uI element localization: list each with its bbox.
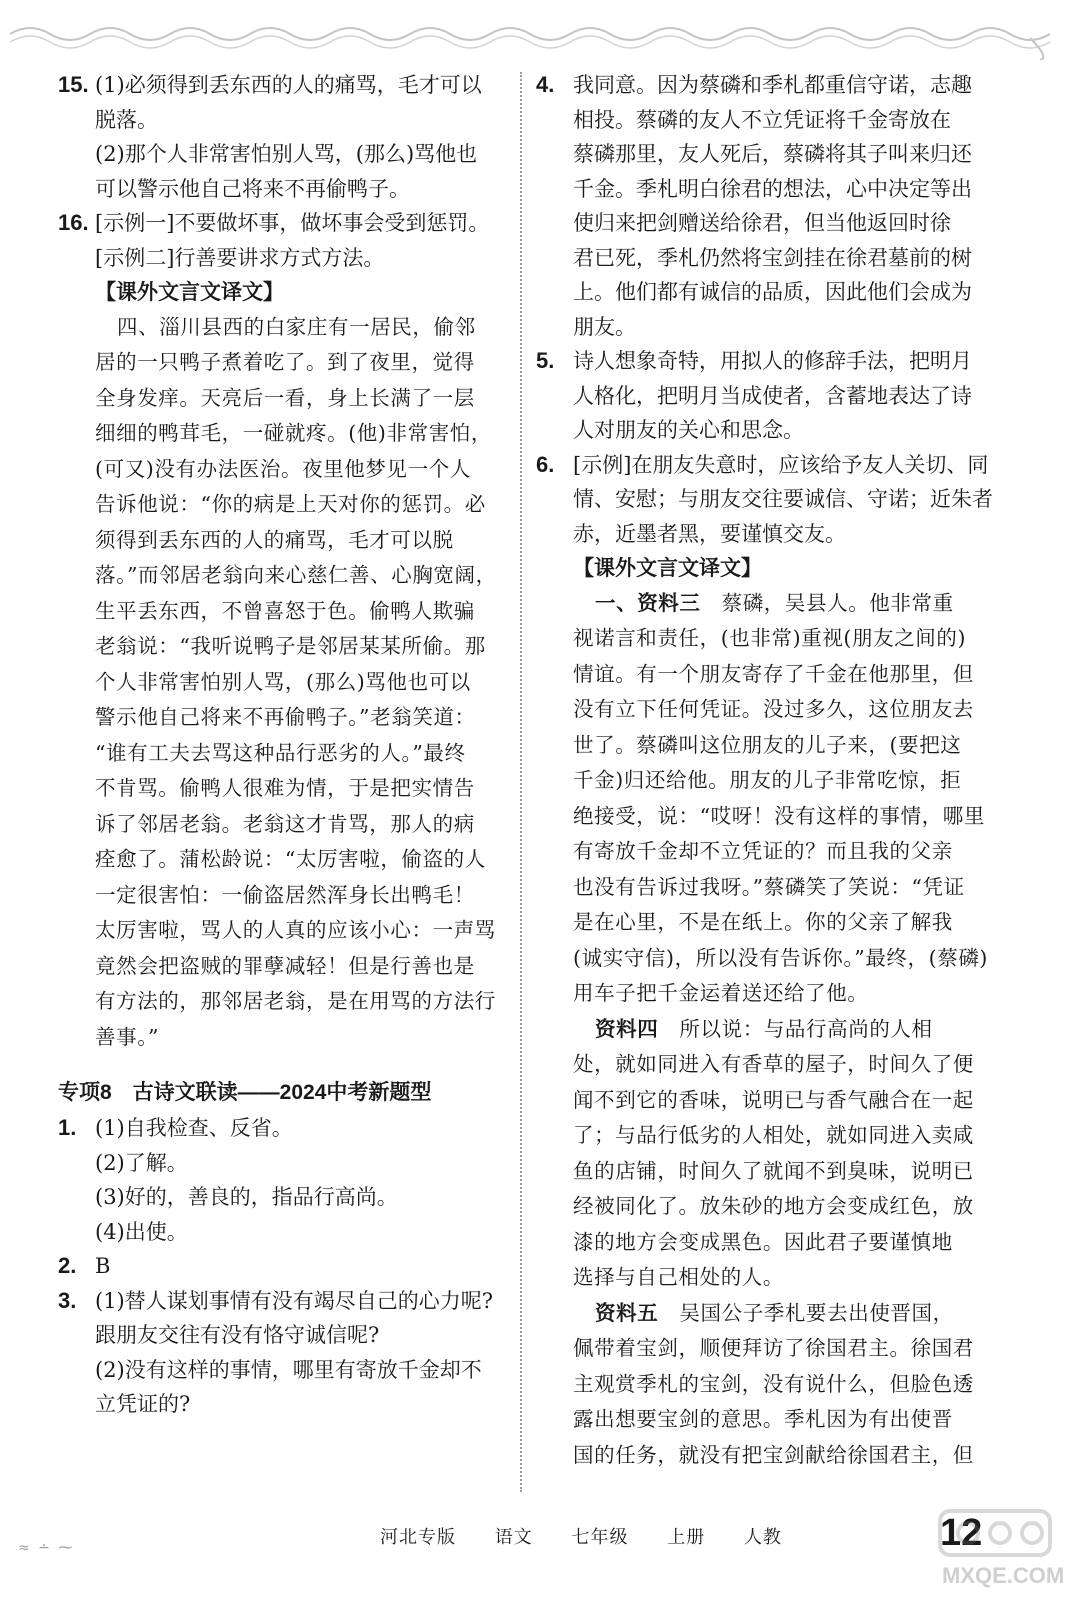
text-line: 也没有告诉过我呀。”蔡磷笑了笑说：“凭证 — [573, 874, 965, 899]
footer-publisher: 人教 — [743, 1527, 782, 1548]
answer-line: 立凭证的? — [95, 1392, 191, 1416]
answer-line: 人格化，把明月当成使者，含蓄地表达了诗 — [573, 383, 972, 408]
text-line: 生平丢东西，不曾喜怒于色。偷鸭人欺骗 — [95, 598, 475, 623]
answer-4 — [536, 68, 992, 344]
answer-number: 4. — [536, 72, 555, 97]
text-line: 是在心里，不是在纸上。你的父亲了解我 — [573, 910, 953, 934]
text-line: 选择与自己相处的人。 — [573, 1265, 784, 1289]
text-line: 告诉他说：“你的病是上天对你的惩罚。必 — [95, 492, 486, 516]
answer-line: [示例二]行善要讲求方式方法。 — [95, 245, 385, 270]
text-line: 诉了邻居老翁。老翁这才肯骂，那人的病 — [95, 811, 475, 836]
text-line: 不肯骂。偷鸭人很难为情，于是把实情告 — [95, 776, 475, 800]
answer-line: 君已死，季札仍然将宝剑挂在徐君墓前的树 — [573, 245, 972, 270]
answer-line: 使归来把剑赠送给徐君，但当他返回时徐 — [573, 211, 951, 235]
answer-line: 可以警示他自己将来不再偷鸭子。 — [95, 176, 410, 201]
answer-line: 上。他们都有诚信的品质，因此他们会成为 — [573, 280, 972, 304]
text-line: 处，就如同进入有香草的屋子，时间久了便 — [573, 1052, 974, 1076]
text-line: 须得到丢东西的人的痛骂，毛才可以脱 — [95, 527, 454, 552]
material-label: 资料四 — [595, 1016, 659, 1041]
footer-edition: 河北专版 — [380, 1527, 456, 1548]
text-line: 绝接受，说：“哎呀！没有这样的事情，哪里 — [573, 803, 985, 828]
answer-1 — [58, 1111, 510, 1249]
corner-decoration: ≈ ∸ ⁓ — [18, 1540, 75, 1556]
answer-line: (2)了解。 — [95, 1150, 188, 1175]
watermark — [850, 1505, 1065, 1595]
page-number: 12 — [940, 1512, 983, 1554]
text-line — [573, 1296, 992, 1332]
text-line: 闻不到它的香味，说明已与香气融合在一起 — [573, 1087, 974, 1112]
text-fragment: 吴国公子季札要去出使晋国， — [679, 1300, 954, 1325]
answer-line: B — [95, 1254, 111, 1278]
text-line: 有寄放千金却不立凭证的？而且我的父亲 — [573, 839, 953, 863]
answer-line: 千金。季札明白徐君的想法，心中决定等出 — [573, 176, 972, 201]
answer-line: (2)那个人非常害怕别人骂，(那么)骂他也 — [95, 142, 478, 166]
text-line: (诚实守信)，所以没有告诉你。”最终，(蔡磷) — [573, 945, 989, 970]
answer-line: 朋友。 — [573, 314, 636, 339]
text-fragment: 所以说：与品行高尚的人相 — [679, 1016, 933, 1041]
text-line: 一定很害怕：一偷盗居然浑身长出鸭毛！ — [95, 882, 475, 907]
answer-line: 情、安慰；与朋友交往要诚信、守诺；近朱者 — [573, 487, 993, 511]
text-line: 痊愈了。蒲松龄说：“太厉害啦，偷盗的人 — [95, 847, 486, 871]
answer-line: 脱落。 — [95, 107, 158, 132]
answer-line: (3)好的，善良的，指品行高尚。 — [95, 1185, 398, 1209]
text-line: 老翁说：“我听说鸭子是邻居某某所偷。那 — [95, 634, 486, 658]
answer-3 — [58, 1284, 510, 1422]
answer-line: 人对朋友的关心和思念。 — [573, 418, 804, 442]
left-column — [58, 68, 510, 1422]
text-line: “谁有工夫去骂这种品行恶劣的人。”最终 — [95, 740, 466, 765]
answer-number: 1. — [58, 1115, 77, 1140]
translation-heading: 【课外文言文译文】 — [95, 279, 284, 304]
answer-line: 我同意。因为蔡磷和季札都重信守诺，志趣 — [573, 73, 972, 97]
answer-line: 诗人想象奇特，用拟人的修辞手法，把明月 — [573, 349, 972, 373]
text-line: 鱼的店铺，时间久了就闻不到臭味，说明已 — [573, 1158, 974, 1183]
translation-text — [58, 310, 510, 1056]
answer-line: (1)必须得到丢东西的人的痛骂，毛才可以 — [95, 73, 482, 97]
watermark-text: MXQE.COM — [942, 1563, 1065, 1588]
answer-number: 15. — [58, 72, 89, 97]
text-line: 佩带着宝剑，顺便拜访了徐国君主。徐国君 — [573, 1336, 974, 1360]
answer-line: (1)替人谋划事情有没有竭尽自己的心力呢? — [95, 1288, 494, 1313]
section-title: 专项8 古诗文联读——2024中考新题型 — [58, 1081, 432, 1104]
translation-heading: 【课外文言文译文】 — [573, 555, 762, 580]
text-line: 个人非常害怕别人骂，(那么)骂他也可以 — [95, 669, 471, 694]
text-line — [573, 586, 992, 622]
text-line: 没有立下任何凭证。没过多久，这位朋友去 — [573, 697, 974, 721]
answer-number: 6. — [536, 451, 555, 477]
answer-line: [示例一]不要做坏事，做坏事会受到惩罚。 — [95, 211, 490, 235]
footer-subject: 语文 — [494, 1527, 533, 1548]
translation-text — [536, 586, 992, 1474]
text-line: 善事。” — [95, 1024, 160, 1049]
right-column — [536, 68, 992, 1473]
answer-line: 跟朋友交往有没有恪守诚信呢? — [95, 1323, 380, 1347]
answer-line: (1)自我检查、反省。 — [95, 1116, 293, 1140]
text-line: 国的任务，就没有把宝剑献给徐国君主，但 — [573, 1442, 974, 1467]
material-label: 资料五 — [595, 1300, 659, 1325]
text-line: 千金)归还给他。朋友的儿子非常吃惊，拒 — [573, 768, 962, 792]
answer-5 — [536, 344, 992, 448]
column-divider — [520, 72, 522, 1492]
answer-number: 16. — [58, 210, 89, 235]
answer-line: (4)出使。 — [95, 1219, 188, 1244]
text-line: 有方法的，那邻居老翁，是在用骂的方法行 — [95, 989, 496, 1013]
text-line: (可又)没有办法医治。夜里他梦见一个人 — [95, 456, 471, 481]
footer-grade: 七年级 — [571, 1527, 629, 1548]
text-line: 世了。蔡磷叫这位朋友的儿子来，(要把这 — [573, 732, 962, 757]
answer-number: 3. — [58, 1287, 77, 1313]
text-line: 漆的地方会变成黑色。因此君子要谨慎地 — [573, 1229, 953, 1254]
answer-6 — [536, 448, 992, 552]
text-line: 细细的鸭茸毛，一碰就疼。(他)非常害怕， — [95, 421, 492, 445]
watermark-logo-icon — [850, 1505, 1060, 1565]
text-line: 落。”而邻居老翁向来心慈仁善、心胸宽阔， — [95, 563, 497, 587]
answer-number: 2. — [58, 1253, 77, 1278]
answer-16 — [58, 206, 510, 275]
answer-number: 5. — [536, 348, 555, 373]
answer-line: (2)没有这样的事情，哪里有寄放千金却不 — [95, 1357, 482, 1382]
text-line: 竟然会把盗贼的罪孽减轻！但是行善也是 — [95, 953, 475, 978]
text-line: 四、淄川县西的白家庄有一居民，偷邻 — [117, 314, 476, 339]
text-line: 用车子把千金运着送还给了他。 — [573, 981, 869, 1005]
text-fragment: 蔡磷，吴县人。他非常重 — [721, 590, 954, 615]
text-line: 警示他自己将来不再偷鸭子。”老翁笑道： — [95, 705, 476, 729]
text-line: 情谊。有一个朋友寄存了千金在他那里，但 — [573, 661, 974, 686]
answer-line: [示例]在朋友失意时，应该给予友人关切、同 — [573, 452, 989, 477]
text-line: 了；与品行低劣的人相处，就如同进入卖咸 — [573, 1123, 974, 1147]
text-line: 露出想要宝剑的意思。季札因为有出使晋 — [573, 1407, 953, 1431]
answer-line: 赤，近墨者黑，要谨慎交友。 — [573, 521, 846, 546]
footer-volume: 上册 — [667, 1527, 706, 1548]
material-label: 一、资料三 — [595, 590, 701, 615]
decorative-top-border — [10, 8, 1060, 60]
text-line: 太厉害啦，骂人的人真的应该小心：一声骂 — [95, 918, 496, 942]
answer-15 — [58, 68, 510, 206]
answer-2 — [58, 1249, 510, 1284]
text-line: 全身发痒。天亮后一看，身上长满了一层 — [95, 385, 475, 410]
answer-line: 蔡磷那里，友人死后，蔡磷将其子叫来归还 — [573, 142, 972, 166]
footer-info — [380, 1523, 804, 1549]
text-line: 居的一只鸭子煮着吃了。到了夜里，觉得 — [95, 350, 475, 374]
text-line: 主观赏季札的宝剑，没有说什么，但脸色透 — [573, 1371, 974, 1396]
text-line — [573, 1012, 992, 1048]
text-line: 视诺言和责任，(也非常)重视(朋友之间的) — [573, 626, 967, 650]
text-line: 经被同化了。放朱砂的地方会变成红色，放 — [573, 1194, 974, 1218]
answer-line: 相投。蔡磷的友人不立凭证将千金寄放在 — [573, 107, 951, 132]
